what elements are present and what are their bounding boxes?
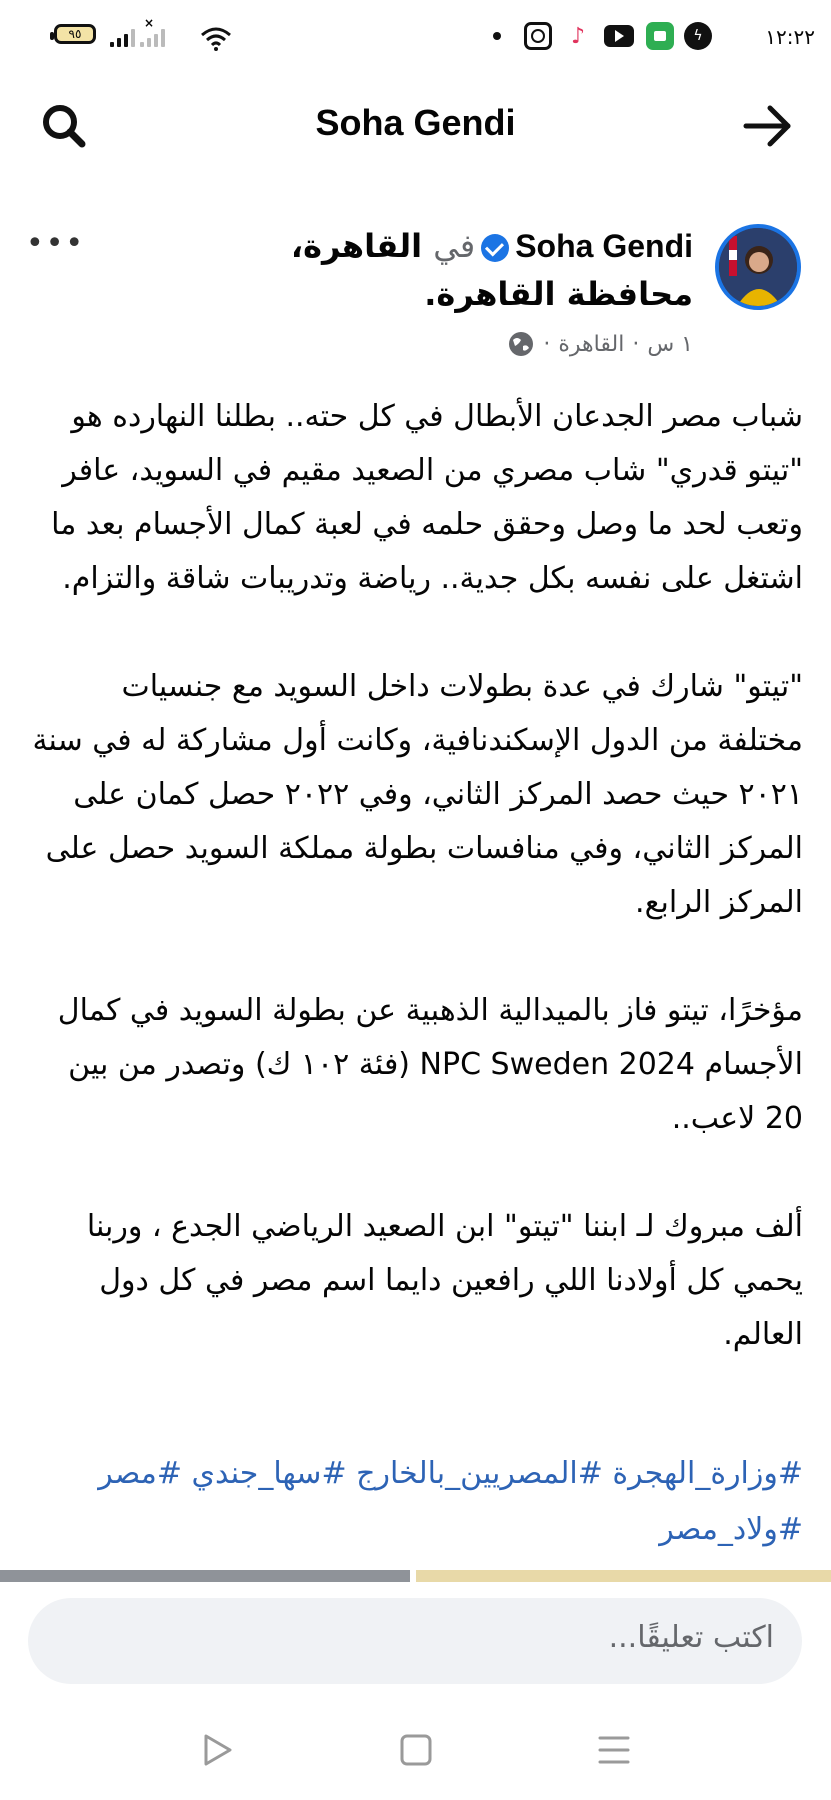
comment-input[interactable] [28, 1598, 802, 1684]
media-preview-strip[interactable] [0, 1570, 831, 1582]
signal-x-icon: × [140, 22, 165, 52]
youtube-icon [604, 25, 634, 47]
post-paragraph: شباب مصر الجدعان الأبطال في كل حته.. بطلنا النهارده هو "تيتو قدري" شاب مصري من الصعيد مقيم في السويد، عافر وتعب لحد ما وصل وحقق حلمه في لعبة كمال الأجسام بعد ما اشتغل على نفسه بكل جدية.. رياضة وتدريبات شاقة والتزام. [51, 399, 803, 596]
instagram-icon [524, 22, 552, 50]
signal-icon [110, 22, 135, 52]
back-triangle-icon[interactable] [196, 1728, 240, 1772]
battery-icon [54, 24, 96, 44]
verified-badge-icon [481, 234, 509, 262]
wifi-icon [200, 24, 232, 54]
arrow-right-icon[interactable] [738, 96, 798, 156]
green-chat-icon [646, 22, 674, 50]
meta-separator: · [543, 331, 551, 357]
post-meta [507, 330, 693, 358]
globe-icon [507, 330, 535, 358]
page-title: Soha Gendi [315, 102, 516, 143]
post-paragraph: ألف مبروك لـ ابننا "تيتو" ابن الصعيد الرياضي الجدع ، وربنا يحمي كل أولادنا اللي رافعين دايما اسم مصر في كل دول العالم. [86, 1209, 803, 1352]
post-paragraph: "تيتو" شارك في عدة بطولات داخل السويد مع جنسيات مختلفة من الدول الإسكندنافية، وكانت أول مشاركة له في سنة ٢٠٢١ حيث حصد المركز الثاني، وفي ٢٠٢٢ حصل كمان على المركز الثاني، وفي منافسات بطولة مملكة السويد حصل على المركز الرابع. [32, 669, 803, 920]
page-header [0, 80, 831, 170]
system-nav-bar [0, 1720, 831, 1780]
home-square-icon[interactable] [394, 1728, 438, 1772]
post-paragraph: مؤخرًا، تيتو فاز بالميدالية الذهبية عن بطولة السويد في كمال الأجسام NPC Sweden 2024 (فئة ١٠٢ ك) وتصدر من بين 20 لاعب.. [57, 993, 803, 1136]
post-location[interactable]: القاهرة، محافظة القاهرة [290, 227, 693, 313]
status-bar [0, 0, 831, 74]
avatar[interactable] [715, 224, 801, 310]
more-options-button[interactable]: ••• [26, 226, 86, 261]
meta-place: القاهرة [558, 331, 625, 357]
post-hashtags[interactable]: #وزارة_الهجرة #المصريين_بالخارج #سها_جندي #مصر #ولاد_مصر [98, 1456, 803, 1547]
location-prefix: في [433, 227, 476, 265]
author-name[interactable]: Soha Gendi [515, 228, 693, 264]
post-time[interactable]: ١ س [647, 331, 693, 357]
comment-placeholder: اكتب تعليقًا... [608, 1620, 774, 1655]
post-body [30, 390, 803, 1362]
meta-separator: · [632, 331, 640, 357]
messenger-icon: ϟ [684, 22, 712, 50]
clock: ١٢:٢٢ [765, 25, 815, 49]
tiktok-icon: ♪ [570, 23, 586, 49]
post-author-line: Soha Gendiفي القاهرة، محافظة القاهرة. [290, 227, 693, 313]
recents-menu-icon[interactable] [592, 1728, 636, 1772]
dot-icon [492, 22, 502, 50]
battery-level: ٩٥ [68, 27, 82, 41]
